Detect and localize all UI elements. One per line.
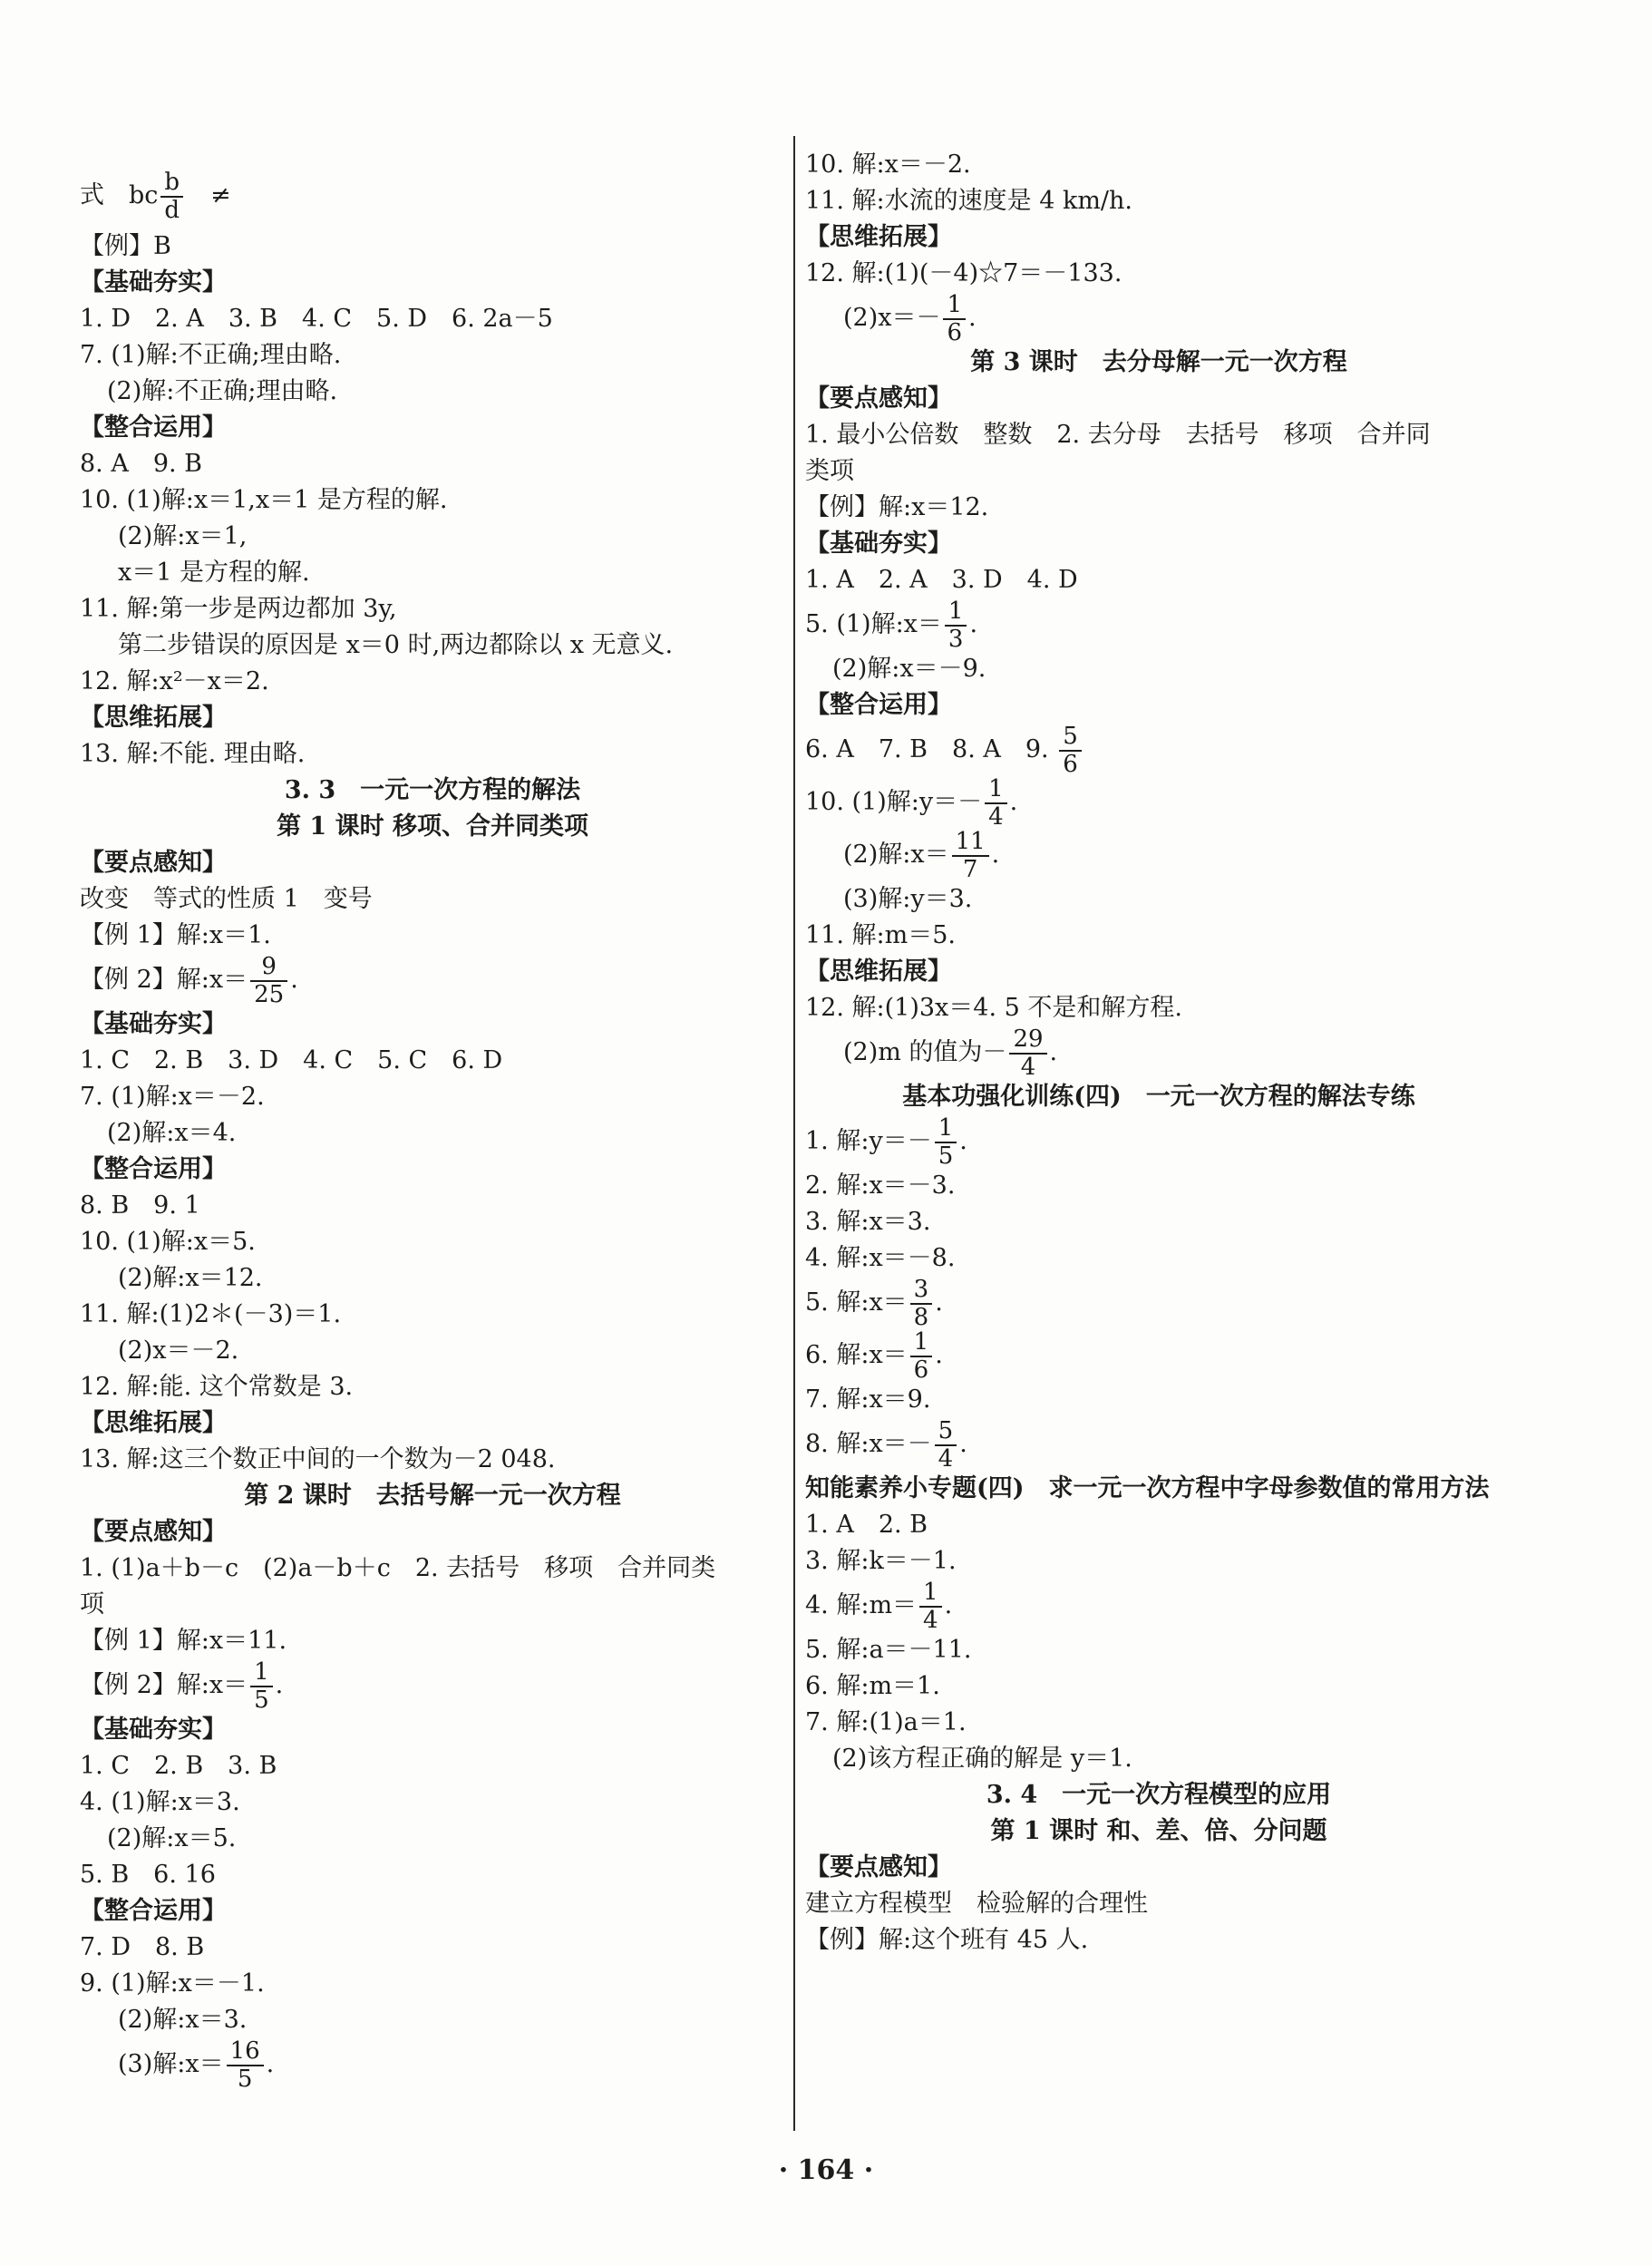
line-text: 3. 解:x＝3.: [805, 1208, 931, 1236]
line-text: 5. B 6. 16: [80, 1861, 216, 1889]
line-suffix: .: [968, 304, 977, 333]
section-heading: [805, 954, 1512, 990]
line-text: 式 bc: [80, 181, 159, 209]
section-heading: [80, 700, 785, 736]
answer-line: [80, 1224, 785, 1260]
line-text: (2)解:x＝－9.: [832, 655, 986, 683]
line-text: 项: [80, 1590, 104, 1619]
denominator: 6: [910, 1356, 933, 1384]
line-text: 【思维拓展】: [805, 958, 952, 986]
fraction: [1059, 724, 1082, 777]
answer-line: [805, 1741, 1512, 1777]
line-text: 第 2 课时 去括号解一元一次方程: [244, 1482, 621, 1510]
line-text: 1. A 2. B: [805, 1511, 928, 1539]
answer-line: [805, 1115, 1512, 1168]
answer-line: [80, 1587, 785, 1623]
line-text: 【基础夯实】: [80, 1010, 227, 1038]
line-text: (2)x＝－: [843, 304, 941, 333]
line-text: 6. A 7. B 8. A 9.: [805, 735, 1057, 764]
answer-line: [80, 163, 785, 228]
line-text: 6. 解:x＝: [805, 1341, 908, 1370]
line-text: (2)解:x＝4.: [107, 1119, 237, 1147]
line-text: 1. C 2. B 3. B: [80, 1752, 277, 1780]
line-text: 【例】解:这个班有 45 人.: [805, 1926, 1089, 1954]
answer-line: [80, 1930, 785, 1966]
line-text: (3)解:x＝: [118, 2050, 224, 2079]
line-text: (2)解:x＝1,: [118, 522, 248, 550]
section-title: [80, 773, 785, 809]
line-text: 5. (1)解:x＝: [805, 610, 942, 639]
answer-line: [805, 417, 1512, 453]
line-text: 【例 2】解:x＝: [80, 966, 248, 995]
line-text: 6. 解:m＝1.: [805, 1672, 940, 1700]
fraction: [160, 170, 183, 223]
answer-line: [80, 736, 785, 773]
section-heading: [80, 265, 785, 301]
line-text: 第 1 课时 移项、合并同类项: [277, 812, 588, 841]
answer-line: [805, 1507, 1512, 1543]
section-heading: [805, 526, 1512, 562]
line-suffix: .: [959, 1127, 967, 1156]
denominator: 4: [985, 802, 1007, 831]
numerator: 1: [938, 1114, 954, 1142]
section-heading: [80, 1152, 785, 1188]
answer-line: [805, 1668, 1512, 1705]
section-title: [80, 1478, 785, 1514]
denominator: 4: [935, 1444, 957, 1473]
line-text: 7. 解:(1)a＝1.: [805, 1708, 967, 1736]
fraction: [227, 2038, 264, 2092]
section-heading: [805, 1471, 1512, 1507]
line-text: (2)解:x＝3.: [118, 2006, 248, 2034]
answer-line: [805, 881, 1512, 918]
line-text: (2)m 的值为－: [843, 1038, 1007, 1067]
section-heading: [80, 1514, 785, 1551]
line-text: 【要点感知】: [805, 384, 952, 413]
answer-line: [805, 1922, 1512, 1959]
answer-line: [80, 1659, 785, 1712]
line-text: 7. (1)解:x＝－2.: [80, 1083, 265, 1111]
answer-line: [80, 881, 785, 918]
line-text: 11. 解:第一步是两边都加 3y,: [80, 595, 397, 623]
line-text: 7. 解:x＝9.: [805, 1385, 931, 1414]
answer-line: [805, 1543, 1512, 1580]
line-text: 【整合运用】: [80, 1155, 227, 1183]
line-text: 第 1 课时 和、差、倍、分问题: [990, 1817, 1327, 1845]
line-suffix: .: [944, 1591, 953, 1620]
answer-line: [80, 664, 785, 700]
answer-line: [805, 918, 1512, 954]
line-suffix: .: [935, 1288, 943, 1317]
line-suffix: .: [991, 841, 1000, 870]
answer-line: [805, 776, 1512, 829]
denominator: 4: [919, 1606, 942, 1634]
answer-line: [805, 183, 1512, 219]
line-text: 12. 解:x²－x＝2.: [80, 667, 269, 695]
fraction: [910, 1329, 933, 1383]
section-title: [80, 809, 785, 845]
line-text: 8. A 9. B: [80, 450, 203, 478]
line-text: 1. C 2. B 3. D 4. C 5. C 6. D: [80, 1046, 503, 1074]
answer-line: [805, 453, 1512, 490]
line-text: 12. 解:(1)3x＝4. 5 不是和解方程.: [805, 994, 1182, 1022]
fraction: [952, 829, 989, 882]
line-text: 知能素养小专题(四) 求一元一次方程中字母参数值的常用方法: [805, 1474, 1490, 1502]
denominator: 25: [250, 980, 287, 1008]
answer-line: [805, 990, 1512, 1026]
line-text: 1. 最小公倍数 整数 2. 去分母 去括号 移项 合并同: [805, 421, 1431, 449]
line-suffix: .: [969, 610, 978, 639]
line-text: 3. 4 一元一次方程模型的应用: [986, 1781, 1332, 1809]
line-text: 10. 解:x＝－2.: [805, 151, 971, 179]
denominator: 5: [227, 2065, 264, 2093]
answer-line: [805, 1382, 1512, 1418]
line-text: 【例 1】解:x＝11.: [80, 1627, 287, 1655]
left-column: [80, 163, 785, 2091]
fraction: [910, 1277, 933, 1330]
line-text: 10. (1)解:x＝5.: [80, 1228, 256, 1256]
line-text: (2)该方程正确的解是 y＝1.: [832, 1745, 1132, 1773]
line-text: 第 3 课时 去分母解一元一次方程: [970, 348, 1347, 376]
section-title: [805, 1079, 1512, 1115]
answer-line: [80, 374, 785, 410]
answer-line: [80, 482, 785, 519]
answer-line: [805, 490, 1512, 526]
line-text: 【例】B: [80, 232, 171, 260]
line-text: 【例】解:x＝12.: [805, 493, 989, 521]
answer-line: [80, 1966, 785, 2002]
numerator: 1: [947, 291, 963, 318]
answer-line: [80, 1260, 785, 1297]
numerator: 29: [1013, 1026, 1044, 1053]
denominator: d: [160, 196, 183, 224]
answer-line: [80, 918, 785, 954]
section-heading: [80, 410, 785, 446]
section-title: [805, 1777, 1512, 1813]
numerator: 1: [913, 1328, 929, 1356]
answer-line: [80, 591, 785, 627]
line-text: 【整合运用】: [805, 691, 952, 719]
answer-line: [805, 1418, 1512, 1471]
fraction: [935, 1418, 957, 1472]
fraction: [250, 954, 287, 1007]
answer-line: [805, 1886, 1512, 1922]
numerator: b: [164, 168, 180, 196]
numerator: 3: [913, 1276, 929, 1303]
answer-line: [80, 1821, 785, 1857]
fraction: [1009, 1026, 1046, 1080]
line-text: 【基础夯实】: [80, 268, 227, 296]
line-text: 【例 1】解:x＝1.: [80, 921, 271, 949]
line-suffix: ≠: [186, 181, 231, 209]
line-text: 9. (1)解:x＝－1.: [80, 1969, 265, 1998]
numerator: 5: [1063, 723, 1078, 750]
answer-line: [80, 1188, 785, 1224]
denominator: 7: [952, 855, 989, 883]
section-heading: [805, 687, 1512, 724]
answer-line: [805, 829, 1512, 881]
section-heading: [80, 1893, 785, 1930]
page-number: · 164 ·: [778, 2154, 874, 2186]
answer-line: [80, 555, 785, 591]
fraction: [919, 1580, 942, 1633]
denominator: 3: [945, 625, 967, 653]
answer-line: [80, 1297, 785, 1333]
answer-line: [80, 1115, 785, 1152]
fraction: [985, 776, 1007, 830]
answer-line: [805, 724, 1512, 776]
answer-line: [80, 446, 785, 482]
line-text: 4. 解:m＝: [805, 1591, 918, 1620]
line-suffix: .: [959, 1430, 967, 1459]
line-text: 8. B 9. 1: [80, 1191, 200, 1220]
line-text: 1. 解:y＝－: [805, 1127, 932, 1156]
numerator: 1: [254, 1658, 269, 1686]
line-text: 【要点感知】: [80, 1518, 227, 1546]
section-heading: [80, 1405, 785, 1442]
answer-line: [80, 1748, 785, 1784]
denominator: 5: [250, 1686, 273, 1714]
answer-line: [80, 2002, 785, 2038]
answer-line: [80, 1079, 785, 1115]
line-text: 【整合运用】: [80, 1897, 227, 1925]
line-text: 5. 解:a＝－11.: [805, 1636, 972, 1664]
answer-line: [805, 1580, 1512, 1632]
section-title: [805, 1813, 1512, 1850]
line-text: 7. (1)解:不正确;理由略.: [80, 341, 342, 369]
line-text: (3)解:y＝3.: [843, 885, 973, 913]
fraction: [943, 292, 966, 345]
answer-line: [80, 1784, 785, 1821]
numerator: 9: [261, 953, 277, 980]
answer-line: [80, 228, 785, 265]
answer-line: [805, 1168, 1512, 1204]
line-text: 【要点感知】: [805, 1853, 952, 1881]
numerator: 16: [229, 2037, 260, 2065]
answer-line: [805, 256, 1512, 292]
line-text: 13. 解:不能. 理由略.: [80, 740, 306, 768]
fraction: [945, 598, 967, 652]
line-text: 3. 3 一元一次方程的解法: [284, 776, 581, 804]
answer-line: [805, 1277, 1512, 1329]
line-text: 1. D 2. A 3. B 4. C 5. D 6. 2a－5: [80, 305, 553, 333]
line-text: 11. 解:(1)2＊(－3)＝1.: [80, 1300, 342, 1328]
section-heading: [80, 845, 785, 881]
section-heading: [80, 1712, 785, 1748]
section-heading: [805, 1850, 1512, 1886]
line-suffix: .: [275, 1671, 284, 1700]
line-text: 【例 2】解:x＝: [80, 1671, 248, 1700]
line-text: 11. 解:m＝5.: [805, 921, 956, 949]
line-text: 2. 解:x＝－3.: [805, 1171, 956, 1200]
numerator: 1: [923, 1579, 938, 1606]
line-text: 1. (1)a＋b－c (2)a－b＋c 2. 去括号 移项 合并同类: [80, 1554, 716, 1582]
line-text: 10. (1)解:x＝1,x＝1 是方程的解.: [80, 486, 448, 514]
denominator: 4: [1009, 1053, 1046, 1081]
answer-line: [80, 337, 785, 374]
line-text: 【整合运用】: [80, 413, 227, 442]
answer-line: [805, 292, 1512, 345]
fraction: [250, 1659, 273, 1713]
line-text: 【基础夯实】: [805, 530, 952, 558]
section-heading: [80, 1006, 785, 1043]
denominator: 6: [943, 318, 966, 346]
line-text: (2)x＝－2.: [118, 1337, 239, 1365]
right-column: [805, 147, 1512, 1959]
line-text: 8. 解:x＝－: [805, 1430, 932, 1459]
answer-line: [80, 627, 785, 664]
line-text: 4. (1)解:x＝3.: [80, 1788, 240, 1816]
line-text: 12. 解:(1)(－4)☆7＝－133.: [805, 259, 1122, 287]
answer-line: [805, 147, 1512, 183]
line-text: 4. 解:x＝－8.: [805, 1244, 956, 1272]
column-divider: [793, 136, 795, 2131]
answer-line: [805, 1026, 1512, 1079]
answer-line: [80, 1442, 785, 1478]
answer-line: [805, 1632, 1512, 1668]
answer-line: [805, 651, 1512, 687]
answer-line: [80, 1369, 785, 1405]
answer-line: [805, 1240, 1512, 1277]
line-text: 改变 等式的性质 1 变号: [80, 885, 373, 913]
answer-line: [80, 1623, 785, 1659]
answer-line: [80, 954, 785, 1006]
denominator: 5: [935, 1142, 957, 1170]
line-text: 类项: [805, 457, 854, 485]
numerator: 11: [955, 828, 986, 855]
line-suffix: .: [290, 966, 298, 995]
numerator: 1: [947, 598, 964, 625]
line-text: (2)解:不正确;理由略.: [107, 377, 338, 405]
line-text: 【要点感知】: [80, 849, 227, 877]
section-heading: [805, 381, 1512, 417]
line-text: x＝1 是方程的解.: [118, 559, 310, 587]
answer-line: [80, 1857, 785, 1893]
fraction: [935, 1115, 957, 1169]
answer-line: [80, 2038, 785, 2091]
line-text: 13. 解:这三个数正中间的一个数为－2 048.: [80, 1445, 556, 1473]
line-text: 【基础夯实】: [80, 1716, 227, 1744]
line-text: 基本功强化训练(四) 一元一次方程的解法专练: [902, 1083, 1415, 1111]
line-suffix: .: [266, 2050, 275, 2079]
answer-line: [80, 301, 785, 337]
section-title: [805, 345, 1512, 381]
line-text: 1. A 2. A 3. D 4. D: [805, 566, 1078, 594]
section-heading: [805, 219, 1512, 256]
numerator: 5: [938, 1417, 954, 1444]
line-text: (2)解:x＝5.: [107, 1824, 237, 1852]
answer-line: [805, 1204, 1512, 1240]
answer-line: [805, 1329, 1512, 1382]
answer-line: [80, 1551, 785, 1587]
denominator: 6: [1059, 750, 1082, 778]
line-text: (2)解:x＝: [843, 841, 949, 870]
line-text: 11. 解:水流的速度是 4 km/h.: [805, 187, 1132, 215]
answer-line: [80, 1333, 785, 1369]
denominator: 8: [910, 1303, 933, 1331]
line-text: 第二步错误的原因是 x＝0 时,两边都除以 x 无意义.: [118, 631, 674, 659]
line-text: 建立方程模型 检验解的合理性: [805, 1890, 1148, 1918]
line-suffix: .: [1009, 788, 1018, 817]
line-suffix: .: [1049, 1038, 1058, 1067]
line-text: 7. D 8. B: [80, 1933, 205, 1961]
line-text: 【思维拓展】: [80, 1409, 227, 1437]
line-text: 12. 解:能. 这个常数是 3.: [80, 1373, 354, 1401]
line-text: 【思维拓展】: [805, 223, 952, 251]
answer-line: [80, 519, 785, 555]
line-suffix: .: [935, 1341, 943, 1370]
line-text: 5. 解:x＝: [805, 1288, 908, 1317]
answer-line: [80, 1043, 785, 1079]
numerator: 1: [988, 775, 1004, 802]
line-text: 【思维拓展】: [80, 704, 227, 732]
line-text: (2)解:x＝12.: [118, 1264, 263, 1292]
answer-line: [805, 598, 1512, 651]
answer-line: [805, 562, 1512, 598]
answer-line: [805, 1705, 1512, 1741]
line-text: 10. (1)解:y＝－: [805, 788, 983, 817]
line-text: 3. 解:k＝－1.: [805, 1547, 957, 1575]
